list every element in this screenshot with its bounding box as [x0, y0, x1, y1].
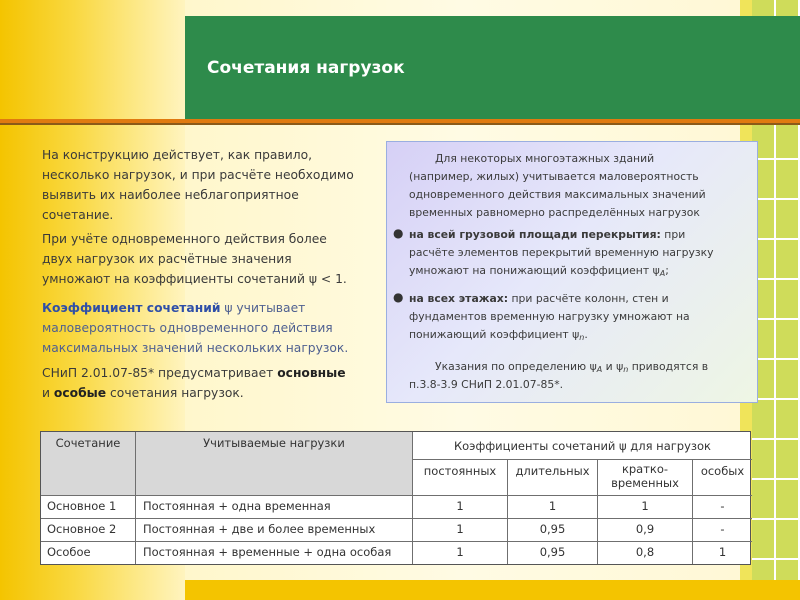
header-rule-brown [0, 123, 800, 125]
coefficient-text: ψ учитывает [220, 301, 306, 315]
bullet-icon: ● [393, 290, 404, 304]
bullet2-end: . [584, 328, 588, 341]
psi-subscript: n [623, 365, 629, 374]
table-cell-value: - [693, 519, 752, 542]
header-combination: Сочетание [41, 432, 136, 496]
bullet1-term: на всей грузовой площади перекрытия: [409, 228, 661, 241]
table-cell-value: 1 [413, 519, 508, 542]
coefficient-line: максимальных значений нескольких нагрузок. [42, 341, 349, 355]
intro-paragraph [42, 145, 382, 225]
bullet1-line [409, 226, 685, 244]
note-line: п.3.8-3.9 СНиП 2.01.07-85*. [409, 378, 564, 391]
bullet-icon: ● [393, 226, 404, 240]
table-row-loads: Постоянная + две и более временных [136, 519, 413, 542]
snip-text: и [42, 386, 54, 400]
intro-line: несколько нагрузок, и при расчёте необходимо [42, 168, 354, 182]
bullet2-text: при расчёте колонн, стен и [508, 292, 669, 305]
intro-line: На конструкцию действует, как правило, [42, 148, 313, 162]
note-text: Указания по определению ψ [435, 360, 597, 373]
table-cell-value: 1 [718, 545, 727, 559]
box-intro-line: (например, жилых) учитывается маловероятность [409, 170, 699, 183]
table-row-loads: Постоянная + одна временная [136, 496, 413, 519]
table-cell-value: 0,8 [598, 542, 693, 564]
footer-bar [185, 580, 800, 600]
special-term: особые [53, 386, 107, 400]
table-cell-value: 1 [598, 496, 693, 519]
bullet2-line [409, 326, 588, 347]
psi-subscript: n [579, 333, 585, 342]
table-row-name: Основное 2 [41, 519, 136, 542]
bullet1-text: при [660, 228, 686, 241]
table-cell-value: - [693, 496, 752, 519]
bullet2-line [409, 290, 669, 308]
psi-subscript: A [659, 269, 666, 278]
coefficient-paragraph [42, 298, 382, 358]
note-text: и ψ [602, 360, 624, 373]
bullet1-line: расчёте элементов перекрытий временную нагрузку [409, 246, 714, 259]
table-row-loads: Постоянная + временные + одна особая [136, 542, 413, 564]
table-row-name: Основное 1 [41, 496, 136, 519]
coefficient-term: Коэффициент сочетаний [42, 301, 221, 315]
simultaneous-line: При учёте одновременного действия более [42, 232, 327, 246]
coefficient-line: маловероятность одновременного действия [42, 321, 333, 335]
bullet1-text: умножают на понижающий коэффициент ψ [409, 264, 660, 277]
basic-term: основные [277, 366, 346, 380]
header-loads: Учитываемые нагрузки [136, 432, 413, 496]
simultaneous-line: двух нагрузок их расчётные значения [42, 252, 292, 266]
table-cell-value: 0,95 [508, 542, 598, 564]
snip-text: СНиП 2.01.07-85* предусматривает [42, 366, 278, 380]
simultaneous-paragraph [42, 229, 382, 289]
psi-subscript: A [596, 365, 603, 374]
combinations-table [40, 431, 751, 565]
snip-text: сочетания нагрузок. [106, 386, 244, 400]
slide-title: Сочетания нагрузок [207, 58, 405, 78]
snip-paragraph [42, 363, 382, 403]
bullet2-text: понижающий коэффициент ψ [409, 328, 580, 341]
bullet1-end: ; [665, 264, 669, 277]
table-cell-value: 1 [413, 496, 508, 519]
bullet2-term: на всех этажах: [409, 292, 509, 305]
bullet2-line: фундаментов временную нагрузку умножают на [409, 310, 690, 323]
info-box [386, 141, 758, 403]
simultaneous-line: умножают на коэффициенты сочетаний ψ < 1. [42, 272, 347, 286]
coefficient-line [42, 298, 382, 318]
subheader-permanent: постоянных [413, 460, 508, 496]
table-cell-value: 1 [508, 496, 598, 519]
table-row-name: Особое [41, 542, 136, 564]
subheader-short-term: кратко- временных [598, 460, 693, 496]
box-intro-line: одновременного действия максимальных значений [409, 188, 706, 201]
table-cell-value: 0,95 [508, 519, 598, 542]
table-cell-value: 0,9 [598, 519, 693, 542]
header-coefficients: Коэффициенты сочетаний ψ для нагрузок [413, 432, 752, 460]
snip-line [42, 363, 382, 383]
box-intro-line: Для некоторых многоэтажных зданий [435, 152, 655, 165]
box-intro-line: временных равномерно распределённых нагрузок [409, 206, 700, 219]
table-cell-value: 1 [413, 542, 508, 564]
note-text: приводятся в [628, 360, 709, 373]
subheader-long-term: длительных [508, 460, 598, 496]
bullet1-line [409, 262, 669, 283]
subheader-special: особых [693, 460, 752, 496]
snip-line [42, 383, 382, 403]
intro-line: сочетание. [42, 208, 114, 222]
intro-line: выявить их наиболее неблагоприятное [42, 188, 299, 202]
